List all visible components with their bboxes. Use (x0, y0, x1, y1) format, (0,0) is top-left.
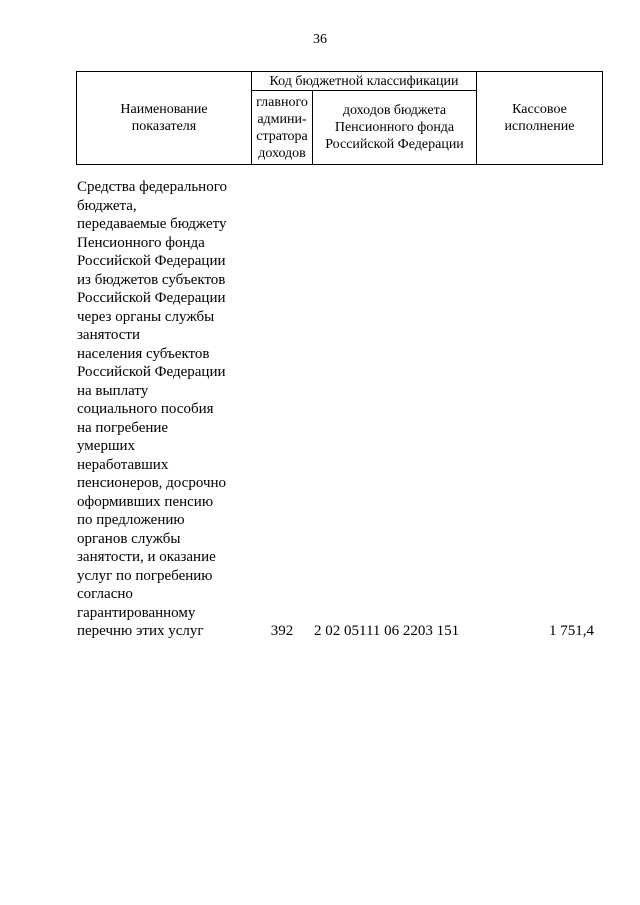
header-indicator-name: Наименование показателя (77, 72, 252, 165)
header-main-administrator: главного админи- стратора доходов (252, 91, 313, 165)
row-income-code: 2 02 05111 06 2203 151 (314, 623, 460, 639)
header-budget-classification-code: Код бюджетной классификации (252, 72, 477, 91)
header-cash-execution: Кассовое исполнение (477, 72, 603, 165)
row-cash-execution: 1 751,4 (549, 623, 594, 639)
page-number: 36 (313, 32, 327, 47)
table-header (76, 71, 603, 165)
row-admin-code: 392 (270, 623, 294, 639)
header-pension-fund-income: доходов бюджета Пенсионного фонда Российской Федерации (313, 91, 477, 165)
row-indicator-name: Средства федерального бюджета, передаваемые бюджету Пенсионного фонда Российской Федерации из бюджетов субъектов Российской Федерации через органы службы занятости населения субъектов Российской Федерации на выплату социального пособия на погребение умерших неработавших пенсионеров, досрочно оформивших пенсию по предложению органов службы занятости, и оказание услуг по погребению согласно гарантированному перечню этих услуг (77, 179, 227, 639)
